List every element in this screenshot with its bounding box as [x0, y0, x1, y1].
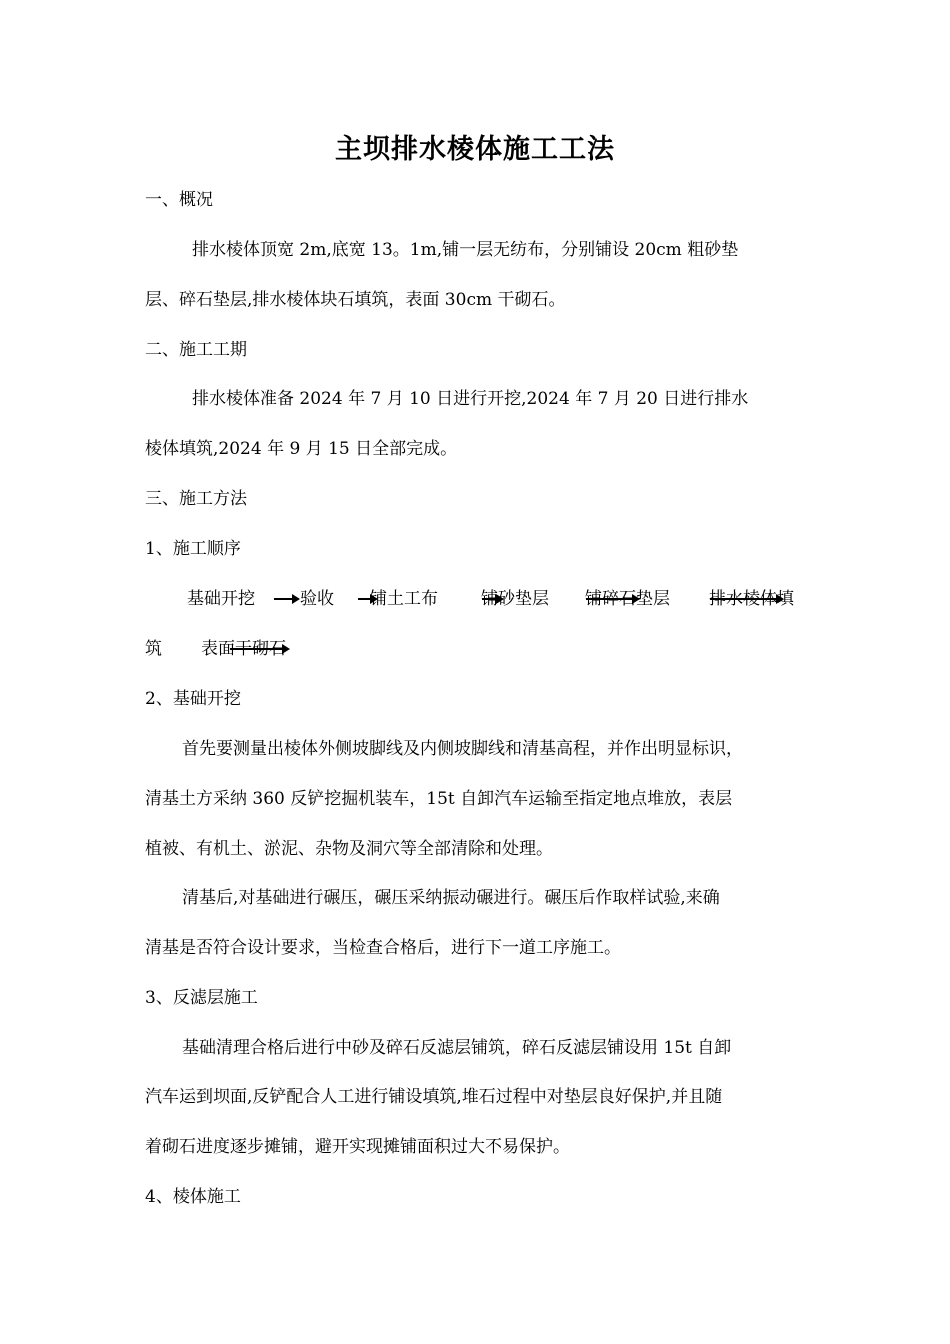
paragraph-line: 基础清理合格后进行中砂及碎石反滤层铺筑，碎石反滤层铺设用 15t 自卸 — [182, 1038, 732, 1058]
flow-step-geotextile: 铺土工布 — [370, 589, 438, 609]
flow-step-dry-masonry: 表面干砌石 — [201, 639, 286, 659]
subsection-heading-prism-construction: 4、棱体施工 — [145, 1187, 241, 1207]
subsection-heading-sequence: 1、施工顺序 — [145, 539, 241, 559]
paragraph-line: 排水棱体顶宽 2m,底宽 13。1m,铺一层无纺布，分别铺设 20cm 粗砂垫 — [192, 240, 739, 260]
flow-step-prism-fill: 排水棱体填 — [709, 589, 794, 609]
section-heading-method: 三、施工方法 — [145, 489, 247, 509]
paragraph-line: 汽车运到坝面,反铲配合人工进行铺设填筑,堆石过程中对垫层良好保护,并且随 — [145, 1087, 723, 1107]
flow-step-prism-fill-cont: 筑 — [145, 639, 162, 659]
section-heading-overview: 一、概况 — [145, 190, 213, 210]
paragraph-line: 着砌石进度逐步摊铺，避开实现摊铺面积过大不易保护。 — [145, 1137, 570, 1157]
flow-step-gravel-layer: 铺碎石垫层 — [585, 589, 670, 609]
paragraph-line: 棱体填筑,2024 年 9 月 15 日全部完成。 — [145, 439, 458, 459]
flow-step-sand-layer: 铺砂垫层 — [481, 589, 549, 609]
page-title: 主坝排水棱体施工工法 — [335, 134, 615, 165]
subsection-heading-filter-layer: 3、反滤层施工 — [145, 988, 258, 1008]
flow-step-acceptance: 验收 — [300, 589, 334, 609]
paragraph-line: 排水棱体准备 2024 年 7 月 10 日进行开挖,2024 年 7 月 20 日进行排水 — [192, 389, 749, 409]
flow-step-excavation: 基础开挖 — [187, 589, 255, 609]
paragraph-line: 清基土方采纳 360 反铲挖掘机装车，15t 自卸汽车运输至指定地点堆放，表层 — [145, 789, 733, 809]
flow-arrow — [274, 598, 298, 600]
paragraph-line: 层、碎石垫层,排水棱体块石填筑，表面 30cm 干砌石。 — [145, 290, 566, 310]
paragraph-line: 清基是否符合设计要求，当检查合格后，进行下一道工序施工。 — [145, 938, 621, 958]
section-heading-schedule: 二、施工工期 — [145, 340, 247, 360]
subsection-heading-foundation: 2、基础开挖 — [145, 689, 241, 709]
paragraph-line: 清基后,对基础进行碾压，碾压采纳振动碾进行。碾压后作取样试验,来确 — [182, 888, 720, 908]
paragraph-line: 植被、有机土、淤泥、杂物及洞穴等全部清除和处理。 — [145, 839, 553, 859]
paragraph-line: 首先要测量出棱体外侧坡脚线及内侧坡脚线和清基高程，并作出明显标识， — [182, 739, 743, 759]
